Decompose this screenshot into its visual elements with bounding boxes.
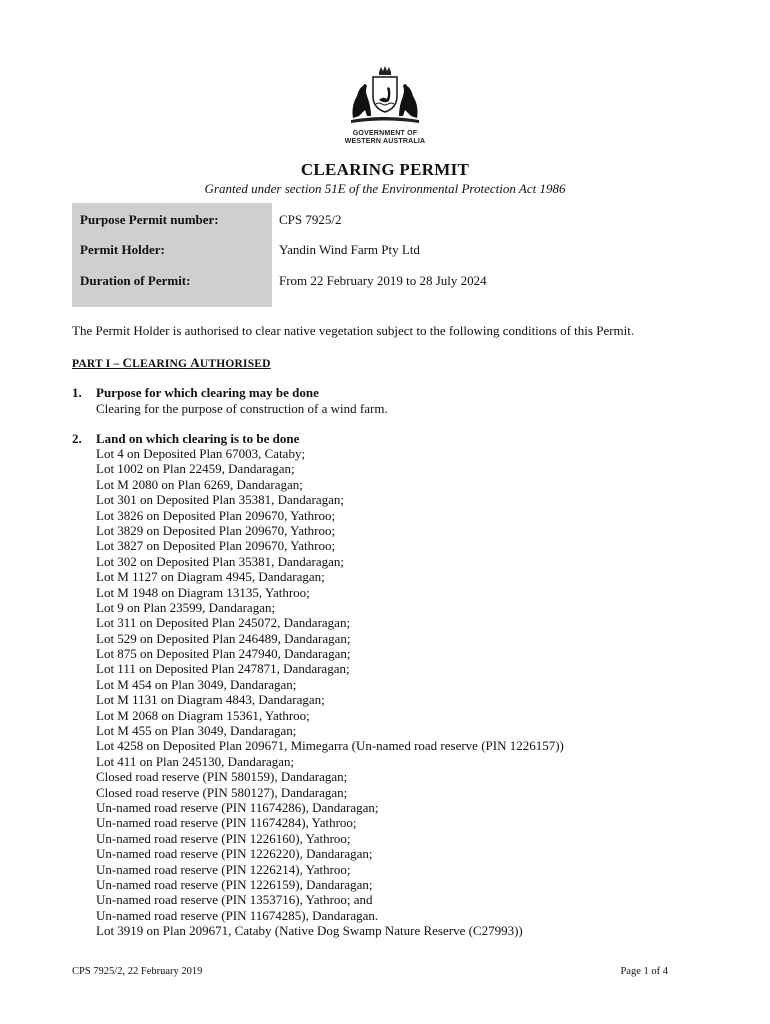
gov-line-1: GOVERNMENT OF	[352, 130, 418, 137]
lot-item: Un-named road reserve (PIN 1226159), Dandaragan;	[96, 876, 373, 892]
info-row-permit-holder	[72, 242, 702, 262]
lot-item: Lot 3826 on Deposited Plan 209670, Yathroo;	[96, 507, 336, 523]
lot-item: Un-named road reserve (PIN 11674285), Dandaragan.	[96, 907, 379, 923]
part-cap-1: C	[122, 355, 133, 370]
lot-item: Un-named road reserve (PIN 11674284), Yathroo;	[96, 815, 357, 831]
lot-item: Un-named road reserve (PIN 11674286), Dandaragan;	[96, 799, 379, 815]
info-row-duration	[72, 273, 702, 293]
gov-line-2: WESTERN AUSTRALIA	[344, 138, 426, 145]
info-value: From 22 February 2019 to 28 July 2024	[279, 273, 487, 288]
lot-item: Lot M 455 on Plan 3049, Dandaragan;	[96, 723, 297, 739]
part-cap-2: A	[190, 355, 200, 370]
part-prefix: PART I –	[72, 358, 123, 370]
permit-info-table	[72, 203, 702, 307]
section-number: 2.	[72, 431, 82, 446]
lot-item: Lot 3827 on Deposited Plan 209670, Yathroo;	[96, 538, 336, 554]
lot-item: Closed road reserve (PIN 580127), Dandaragan;	[96, 784, 348, 800]
info-label: Duration of Permit:	[80, 273, 191, 288]
section-heading-purpose: Purpose for which clearing may be done	[96, 385, 319, 400]
lot-item: Lot 1002 on Plan 22459, Dandaragan;	[96, 461, 295, 477]
part-rest-2: UTHORISED	[199, 358, 271, 370]
footer-reference: CPS 7925/2, 22 February 2019	[72, 966, 203, 977]
lot-item: Lot 4 on Deposited Plan 67003, Cataby;	[96, 446, 306, 461]
info-value: Yandin Wind Farm Pty Ltd	[279, 242, 420, 257]
lot-item: Un-named road reserve (PIN 1353716), Yathroo; and	[96, 892, 373, 908]
lot-item: Lot M 454 on Plan 3049, Dandaragan;	[96, 676, 297, 692]
lot-item: Lot M 2080 on Plan 6269, Dandaragan;	[96, 476, 303, 492]
lot-item: Un-named road reserve (PIN 1226160), Yathroo;	[96, 830, 351, 846]
lot-item: Lot 9 on Plan 23599, Dandaragan;	[96, 599, 276, 615]
lot-item: Lot 301 on Deposited Plan 35381, Dandaragan;	[96, 492, 345, 508]
lot-item: Lot 875 on Deposited Plan 247940, Dandaragan;	[96, 646, 351, 662]
info-value: CPS 7925/2	[279, 212, 342, 227]
info-label: Purpose Permit number:	[80, 212, 219, 227]
lot-item: Closed road reserve (PIN 580159), Dandaragan;	[96, 769, 348, 785]
lot-item: Un-named road reserve (PIN 1226214), Yathroo;	[96, 861, 351, 877]
lot-item: Lot M 2068 on Diagram 15361, Yathroo;	[96, 707, 310, 723]
land-lot-list	[96, 446, 564, 939]
section-number: 1.	[72, 385, 82, 400]
section-heading-land: Land on which clearing is to be done	[96, 431, 300, 446]
lot-item: Lot 3919 on Plan 209671, Cataby (Native Dog Swamp Nature Reserve (C27993))	[96, 923, 523, 939]
document-subtitle: Granted under section 51E of the Environmental Protection Act 1986	[204, 181, 566, 196]
info-row-permit-number	[72, 212, 702, 232]
lot-item: Lot 3829 on Deposited Plan 209670, Yathroo;	[96, 522, 336, 538]
lot-item: Lot 529 on Deposited Plan 246489, Dandaragan;	[96, 630, 351, 646]
part-rest-1: LEARING	[132, 358, 191, 370]
lot-item: Un-named road reserve (PIN 1226220), Dandaragan;	[96, 846, 373, 862]
footer-page-number: Page 1 of 4	[620, 966, 668, 977]
intro-paragraph: The Permit Holder is authorised to clear native vegetation subject to the following conditions of this Permit.	[72, 323, 635, 338]
government-label	[300, 130, 470, 146]
document-title: CLEARING PERMIT	[300, 160, 470, 179]
lot-item: Lot 302 on Deposited Plan 35381, Dandaragan;	[96, 553, 345, 569]
coat-of-arms-icon	[343, 66, 427, 126]
info-label: Permit Holder:	[80, 242, 165, 257]
lot-item: Lot 111 on Deposited Plan 247871, Dandaragan;	[96, 661, 350, 677]
part-heading	[72, 355, 271, 371]
lot-item: Lot 311 on Deposited Plan 245072, Dandaragan;	[96, 615, 351, 631]
section-text-purpose: Clearing for the purpose of construction of a wind farm.	[96, 401, 388, 416]
lot-item: Lot M 1948 on Diagram 13135, Yathroo;	[96, 584, 310, 600]
lot-item: Lot 4258 on Deposited Plan 209671, Mimegarra (Un-named road reserve (PIN 1226157))	[96, 738, 564, 754]
lot-item: Lot 411 on Plan 245130, Dandaragan;	[96, 753, 295, 769]
lot-item: Lot M 1127 on Diagram 4945, Dandaragan;	[96, 569, 325, 585]
lot-item: Lot M 1131 on Diagram 4843, Dandaragan;	[96, 692, 325, 708]
